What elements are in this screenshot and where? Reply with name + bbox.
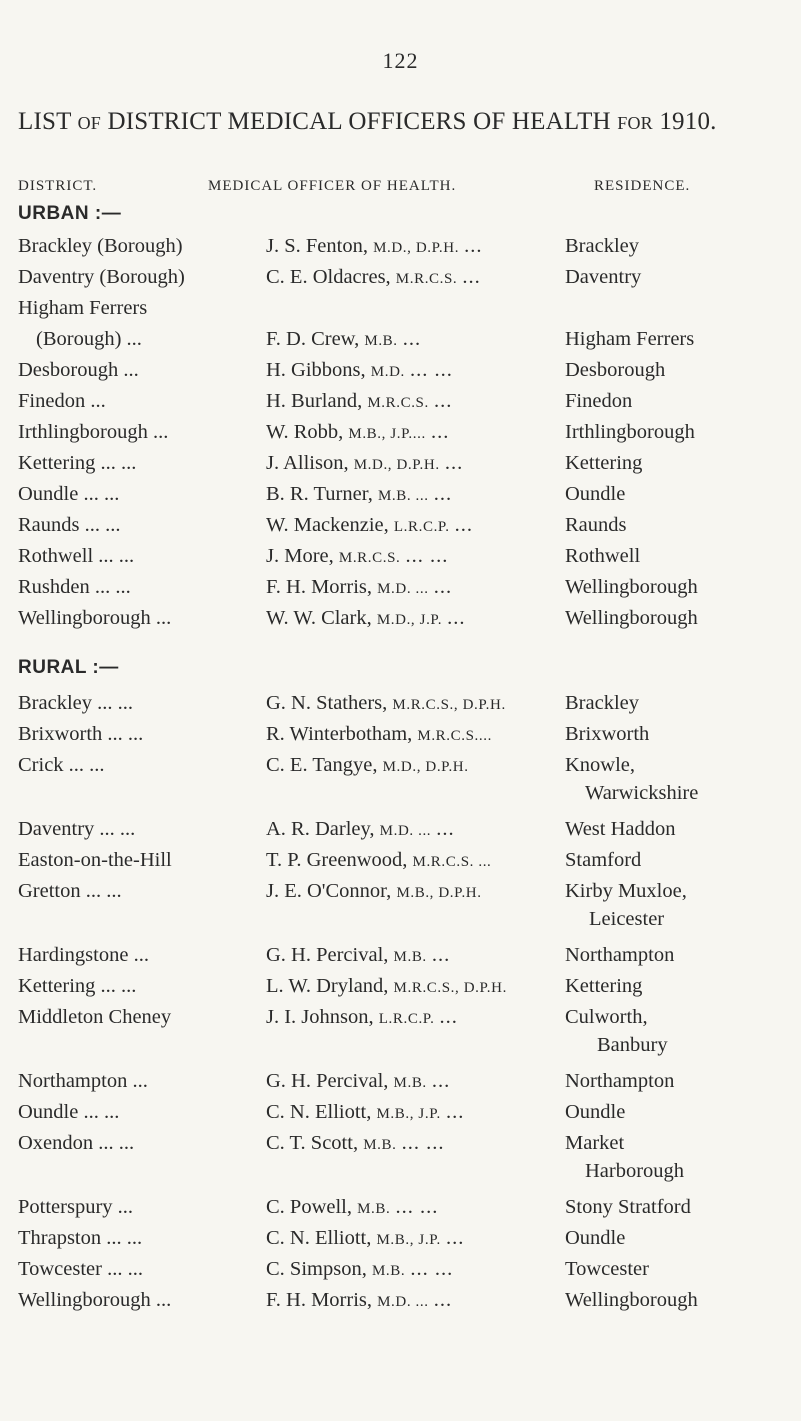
residence-line-2: Leicester bbox=[589, 908, 665, 930]
district: Middleton Cheney bbox=[18, 1006, 172, 1028]
leader-dots: ... bbox=[445, 1227, 465, 1249]
qualifications: M.D. ... bbox=[379, 823, 432, 839]
district: Wellingborough ... bbox=[18, 607, 172, 629]
leader-dots: ... bbox=[445, 1101, 465, 1123]
page-title bbox=[18, 108, 798, 136]
residence bbox=[565, 815, 676, 843]
district: Wellingborough ... bbox=[18, 1289, 172, 1311]
residence-line-1: Oundle bbox=[565, 1101, 626, 1123]
district: Finedon ... bbox=[18, 390, 106, 412]
district: Brackley ... ... bbox=[18, 692, 133, 714]
qualifications: M.B. bbox=[364, 333, 398, 349]
leader-dots: ... ... bbox=[401, 1132, 445, 1154]
residence bbox=[565, 1224, 625, 1252]
officer bbox=[266, 1098, 464, 1128]
residence bbox=[565, 1098, 625, 1126]
district: Northampton ... bbox=[18, 1070, 148, 1092]
officer bbox=[266, 604, 466, 634]
qualifications: M.B., D.P.H. bbox=[396, 885, 482, 901]
qualifications: L.R.C.P. bbox=[378, 1011, 435, 1027]
qualifications: M.D., D.P.H. bbox=[353, 457, 440, 473]
title-part-2: OF bbox=[77, 113, 101, 133]
district: Brackley (Borough) bbox=[18, 235, 183, 257]
residence-line-1: Brackley bbox=[565, 692, 639, 714]
officer bbox=[266, 418, 449, 448]
officer bbox=[266, 689, 506, 719]
leader-dots: ... bbox=[430, 421, 450, 443]
header-district: DISTRICT. bbox=[18, 178, 98, 194]
officer-name: H. Burland, bbox=[266, 390, 363, 412]
officer bbox=[266, 542, 448, 572]
officer bbox=[266, 1286, 452, 1316]
officer bbox=[266, 751, 469, 781]
qualifications: M.R.C.S. ... bbox=[412, 854, 492, 870]
officer-name: F. H. Morris, bbox=[266, 1289, 372, 1311]
residence bbox=[565, 720, 649, 748]
officer bbox=[266, 877, 482, 907]
residence bbox=[565, 1286, 698, 1314]
residence-line-1: Northampton bbox=[565, 1070, 675, 1092]
residence: Rothwell bbox=[565, 545, 641, 567]
district: Hardingstone ... bbox=[18, 944, 149, 966]
leader-dots: ... bbox=[454, 514, 474, 536]
officer-name: C. Powell, bbox=[266, 1196, 352, 1218]
officer-name: R. Winterbotham, bbox=[266, 723, 413, 745]
residence: Wellingborough bbox=[565, 607, 698, 629]
leader-dots: ... bbox=[431, 944, 451, 966]
officer-name: C. T. Scott, bbox=[266, 1132, 359, 1154]
district: Crick ... ... bbox=[18, 754, 105, 776]
qualifications: M.D., D.P.H. bbox=[382, 759, 469, 775]
qualifications: M.R.C.S., D.P.H. bbox=[393, 980, 507, 996]
leader-dots: ... bbox=[402, 328, 422, 350]
officer-name: H. Gibbons, bbox=[266, 359, 366, 381]
officer-name: J. S. Fenton, bbox=[266, 235, 368, 257]
residence bbox=[565, 846, 641, 874]
residence: Desborough bbox=[565, 359, 666, 381]
residence: Kettering bbox=[565, 452, 643, 474]
residence-line-1: Northampton bbox=[565, 944, 675, 966]
district: Desborough ... bbox=[18, 359, 139, 381]
officer-name: T. P. Greenwood, bbox=[266, 849, 408, 871]
officer bbox=[266, 1224, 464, 1254]
district: Thrapston ... ... bbox=[18, 1227, 143, 1249]
district: Kettering ... ... bbox=[18, 975, 137, 997]
qualifications: M.B., J.P. bbox=[376, 1106, 441, 1122]
district: (Borough) ... bbox=[36, 328, 142, 350]
officer bbox=[266, 846, 491, 876]
residence bbox=[565, 941, 674, 969]
leader-dots: ... bbox=[431, 1070, 451, 1092]
leader-dots: ... bbox=[433, 390, 453, 412]
officer-name: C. E. Oldacres, bbox=[266, 266, 391, 288]
residence-line-1: Kirby Muxloe, bbox=[565, 880, 687, 902]
officer-name: W. Mackenzie, bbox=[266, 514, 389, 536]
officer bbox=[266, 972, 507, 1002]
residence bbox=[565, 1255, 649, 1283]
header-residence: RESIDENCE. bbox=[594, 178, 691, 194]
officer-name: A. R. Darley, bbox=[266, 818, 375, 840]
residence-line-1: Knowle, bbox=[565, 754, 636, 776]
district: Raunds ... ... bbox=[18, 514, 121, 536]
officer-name: C. N. Elliott, bbox=[266, 1227, 372, 1249]
qualifications: M.D. ... bbox=[377, 581, 429, 597]
district: Potterspury ... bbox=[18, 1196, 134, 1218]
leader-dots: ... ... bbox=[410, 359, 453, 381]
district: Oxendon ... ... bbox=[18, 1132, 135, 1154]
residence-line-2: Banbury bbox=[597, 1034, 668, 1056]
residence bbox=[565, 877, 687, 933]
district: Higham Ferrers bbox=[18, 297, 148, 319]
qualifications: M.D., D.P.H. bbox=[373, 240, 460, 256]
officer bbox=[266, 356, 453, 386]
residence bbox=[565, 1129, 684, 1185]
title-part-3: DISTRICT MEDICAL OFFICERS OF HEALTH bbox=[107, 108, 611, 135]
officer-name: G. N. Stathers, bbox=[266, 692, 388, 714]
residence: Irthlingborough bbox=[565, 421, 695, 443]
officer bbox=[266, 720, 492, 750]
leader-dots: ... bbox=[439, 1006, 458, 1028]
leader-dots: ... bbox=[462, 266, 481, 288]
residence: Oundle bbox=[565, 483, 626, 505]
officer bbox=[266, 1003, 458, 1033]
residence-line-1: Stony Stratford bbox=[565, 1196, 691, 1218]
qualifications: M.B. bbox=[393, 1075, 427, 1091]
residence bbox=[565, 689, 639, 717]
qualifications: M.B. bbox=[393, 949, 427, 965]
leader-dots: ... bbox=[433, 1289, 453, 1311]
district: Irthlingborough ... bbox=[18, 421, 169, 443]
residence bbox=[565, 751, 698, 807]
officer-name: C. N. Elliott, bbox=[266, 1101, 372, 1123]
qualifications: M.B., J.P.... bbox=[348, 426, 426, 442]
officer-name: F. H. Morris, bbox=[266, 576, 372, 598]
residence-line-1: Culworth, bbox=[565, 1006, 648, 1028]
qualifications: M.B. bbox=[371, 1263, 406, 1279]
officer bbox=[266, 573, 452, 603]
district: Easton-on-the-Hill bbox=[18, 849, 172, 871]
leader-dots: ... bbox=[433, 483, 453, 505]
officer-name: F. D. Crew, bbox=[266, 328, 360, 350]
district: Gretton ... ... bbox=[18, 880, 122, 902]
qualifications: M.B. bbox=[363, 1137, 397, 1153]
officer bbox=[266, 232, 483, 262]
residence-line-1: West Haddon bbox=[565, 818, 676, 840]
title-part-1: LIST bbox=[18, 108, 72, 135]
residence bbox=[565, 1067, 674, 1095]
officer bbox=[266, 480, 452, 510]
district: Towcester ... ... bbox=[18, 1258, 143, 1280]
residence-line-2: Harborough bbox=[585, 1160, 685, 1182]
officer-name: G. H. Percival, bbox=[266, 1070, 389, 1092]
qualifications: M.R.C.S. bbox=[395, 271, 458, 287]
officer-name: C. Simpson, bbox=[266, 1258, 367, 1280]
residence-line-1: Oundle bbox=[565, 1227, 626, 1249]
officer-name: C. E. Tangye, bbox=[266, 754, 378, 776]
officer-name: J. E. O'Connor, bbox=[266, 880, 392, 902]
officer bbox=[266, 263, 481, 293]
officer bbox=[266, 815, 455, 845]
leader-dots: ... ... bbox=[395, 1196, 439, 1218]
residence bbox=[565, 1193, 691, 1221]
page-number: 122 bbox=[382, 48, 419, 73]
officer bbox=[266, 1067, 450, 1097]
leader-dots: ... bbox=[436, 818, 455, 840]
officer bbox=[266, 941, 450, 971]
officer bbox=[266, 1129, 444, 1159]
district: Oundle ... ... bbox=[18, 483, 120, 505]
district: Rothwell ... ... bbox=[18, 545, 135, 567]
residence-line-1: Brixworth bbox=[565, 723, 650, 745]
residence: Wellingborough bbox=[565, 576, 698, 598]
residence bbox=[565, 972, 642, 1000]
residence bbox=[565, 1003, 668, 1059]
officer-name: B. R. Turner, bbox=[266, 483, 373, 505]
qualifications: M.D., J.P. bbox=[376, 612, 443, 628]
residence-line-1: Stamford bbox=[565, 849, 642, 871]
leader-dots: ... ... bbox=[405, 545, 449, 567]
officer bbox=[266, 1255, 453, 1285]
residence: Raunds bbox=[565, 514, 627, 536]
qualifications: L.R.C.P. bbox=[393, 519, 450, 535]
district: Rushden ... ... bbox=[18, 576, 131, 598]
officer-name: G. H. Percival, bbox=[266, 944, 389, 966]
residence-line-1: Wellingborough bbox=[565, 1289, 698, 1311]
residence-line-1: Kettering bbox=[565, 975, 643, 997]
title-part-4: FOR bbox=[617, 113, 653, 133]
residence: Higham Ferrers bbox=[565, 328, 695, 350]
officer-name: W. Robb, bbox=[266, 421, 344, 443]
residence-line-1: Market bbox=[565, 1132, 625, 1154]
officer bbox=[266, 325, 421, 355]
officer-name: J. More, bbox=[266, 545, 334, 567]
leader-dots: ... bbox=[444, 452, 464, 474]
qualifications: M.R.C.S., D.P.H. bbox=[392, 697, 506, 713]
rural-heading: RURAL :— bbox=[18, 657, 119, 678]
title-part-5: 1910. bbox=[659, 108, 717, 135]
qualifications: M.D. ... bbox=[377, 1294, 429, 1310]
district: Kettering ... ... bbox=[18, 452, 137, 474]
qualifications: M.R.C.S. bbox=[367, 395, 429, 411]
leader-dots: ... bbox=[433, 576, 453, 598]
district: Daventry ... ... bbox=[18, 818, 136, 840]
leader-dots: ... bbox=[464, 235, 483, 257]
district: Oundle ... ... bbox=[18, 1101, 120, 1123]
officer bbox=[266, 449, 463, 479]
qualifications: M.D. bbox=[370, 364, 405, 380]
residence: Brackley bbox=[565, 235, 639, 257]
qualifications: M.R.C.S.... bbox=[417, 728, 492, 744]
officer-name: L. W. Dryland, bbox=[266, 975, 389, 997]
residence: Finedon bbox=[565, 390, 633, 412]
officer bbox=[266, 511, 473, 541]
officer-name: J. I. Johnson, bbox=[266, 1006, 374, 1028]
leader-dots: ... ... bbox=[410, 1258, 454, 1280]
officer-name: J. Allison, bbox=[266, 452, 349, 474]
residence-line-1: Towcester bbox=[565, 1258, 649, 1280]
qualifications: M.R.C.S. bbox=[338, 550, 401, 566]
urban-heading: URBAN :— bbox=[18, 203, 122, 224]
qualifications: M.B. bbox=[357, 1201, 391, 1217]
qualifications: M.B. ... bbox=[377, 488, 429, 504]
district: Brixworth ... ... bbox=[18, 723, 144, 745]
district: Daventry (Borough) bbox=[18, 266, 185, 288]
officer-name: W. W. Clark, bbox=[266, 607, 372, 629]
qualifications: M.B., J.P. bbox=[376, 1232, 441, 1248]
officer bbox=[266, 1193, 438, 1223]
officer bbox=[266, 387, 452, 417]
header-officer: MEDICAL OFFICER OF HEALTH. bbox=[208, 178, 457, 194]
leader-dots: ... bbox=[447, 607, 466, 629]
residence: Daventry bbox=[565, 266, 642, 288]
residence-line-2: Warwickshire bbox=[585, 782, 699, 804]
